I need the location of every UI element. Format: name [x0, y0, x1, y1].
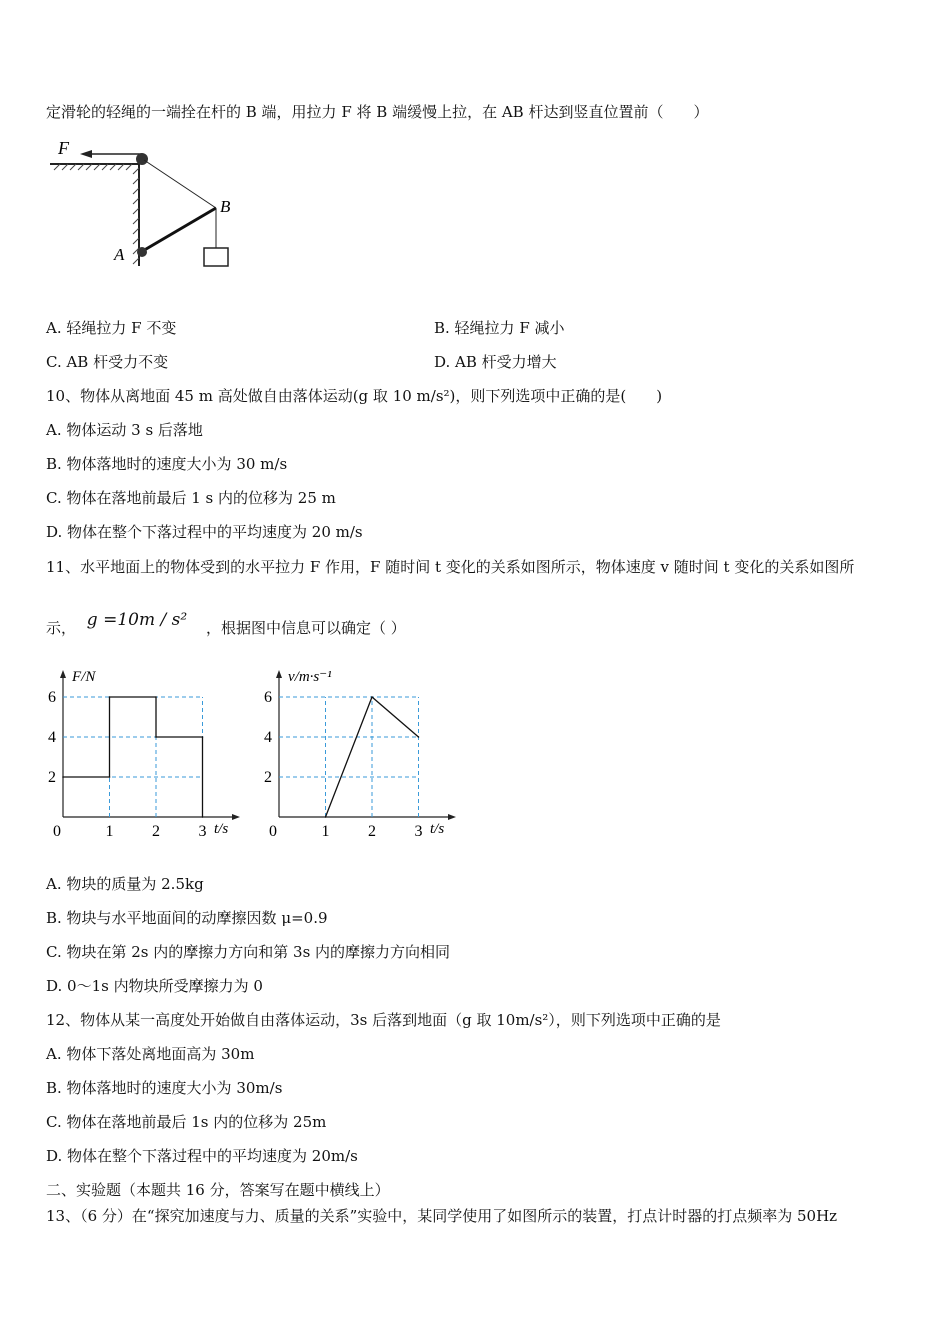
y-tick-label: 4	[264, 729, 272, 746]
data-point	[202, 816, 204, 818]
data-point	[109, 696, 111, 698]
y-axis-arrow	[276, 670, 282, 678]
series-line	[63, 697, 203, 817]
x-axis-arrow	[448, 814, 456, 820]
y-axis-label: F/N	[72, 669, 96, 685]
q13-stem: 13、（6 分）在“探究加速度与力、质量的关系”实验中，某同学使用了如图所示的装置，打点计时器的打点频率为 50Hz	[46, 1207, 838, 1225]
point-a-label: A	[114, 245, 125, 264]
x-axis-arrow	[232, 814, 240, 820]
q11-option-b[interactable]: B. 物块与水平地面间的动摩擦因数 μ=0.9	[46, 909, 328, 927]
data-point	[325, 816, 327, 818]
section-heading: 二、实验题（本题共 16 分，答案写在题中横线上）	[46, 1181, 390, 1199]
data-point	[155, 736, 157, 738]
q10-option-d[interactable]: D. 物体在整个下落过程中的平均速度为 20 m/s	[46, 523, 363, 541]
data-point	[155, 696, 157, 698]
q12-option-c[interactable]: C. 物体在落地前最后 1s 内的位移为 25m	[46, 1113, 327, 1131]
x-axis-label: t/s	[430, 821, 445, 837]
gravity-formula: g =10m / s²	[86, 610, 188, 630]
x-tick-label: 1	[321, 823, 330, 840]
q10-option-a[interactable]: A. 物体运动 3 s 后落地	[46, 421, 203, 439]
q12-option-a[interactable]: A. 物体下落处离地面高为 30m	[46, 1045, 255, 1063]
data-point	[62, 776, 64, 778]
data-point	[371, 696, 373, 698]
x-tick-label: 2	[152, 823, 160, 840]
y-tick-label: 6	[48, 689, 56, 706]
q11-option-c[interactable]: C. 物块在第 2s 内的摩擦力方向和第 3s 内的摩擦力方向相同	[46, 943, 451, 961]
x-tick-label: 3	[414, 823, 423, 840]
y-tick-label: 2	[264, 769, 272, 786]
x-tick-label: 1	[105, 823, 114, 840]
pulley-rod-figure	[44, 134, 244, 274]
y-axis-label: v/m·s⁻¹	[288, 669, 332, 685]
q11-stem-prefix: 示，	[46, 619, 77, 637]
q9-option-a[interactable]: A. 轻绳拉力 F 不变	[46, 319, 177, 337]
q11-stem-suffix: ，根据图中信息可以确定（ ）	[205, 619, 406, 637]
force-time-chart	[40, 660, 250, 840]
y-axis-arrow	[60, 670, 66, 678]
q11-stem-line1: 11、水平地面上的物体受到的水平拉力 F 作用，F 随时间 t 变化的关系如图所示，物体速度 v 随时间 t 变化的关系如图所	[46, 558, 855, 576]
q11-stem-line2	[46, 610, 406, 638]
x-tick-label: 0	[53, 823, 61, 840]
x-tick-label: 2	[368, 823, 376, 840]
q9-option-d[interactable]: D. AB 杆受力增大	[434, 353, 557, 371]
y-tick-label: 6	[264, 689, 272, 706]
q11-option-a[interactable]: A. 物块的质量为 2.5kg	[46, 875, 204, 893]
q9-option-b[interactable]: B. 轻绳拉力 F 减小	[434, 319, 565, 337]
q10-option-b[interactable]: B. 物体落地时的速度大小为 30 m/s	[46, 455, 288, 473]
y-tick-label: 2	[48, 769, 56, 786]
x-tick-label: 3	[198, 823, 207, 840]
velocity-time-chart	[256, 660, 466, 840]
q12-option-d[interactable]: D. 物体在整个下落过程中的平均速度为 20m/s	[46, 1147, 358, 1165]
x-axis-label: t/s	[214, 821, 229, 837]
q12-option-b[interactable]: B. 物体落地时的速度大小为 30m/s	[46, 1079, 283, 1097]
q10-option-c[interactable]: C. 物体在落地前最后 1 s 内的位移为 25 m	[46, 489, 336, 507]
point-b-label: B	[220, 197, 231, 216]
y-tick-label: 4	[48, 729, 56, 746]
data-point	[202, 736, 204, 738]
x-tick-label: 0	[269, 823, 277, 840]
data-point	[109, 776, 111, 778]
q9-stem: 定滑轮的轻绳的一端拴在杆的 B 端，用拉力 F 将 B 端缓慢上拉，在 AB 杆达到竖直位置前（ ）	[46, 103, 709, 121]
data-point	[418, 736, 420, 738]
q11-option-d[interactable]: D. 0～1s 内物块所受摩擦力为 0	[46, 977, 263, 995]
q10-stem: 10、物体从离地面 45 m 高处做自由落体运动(g 取 10 m/s²)，则下列选项中正确的是( )	[46, 387, 663, 405]
force-label: F	[58, 138, 69, 158]
q9-option-c[interactable]: C. AB 杆受力不变	[46, 353, 169, 371]
q12-stem: 12、物体从某一高度处开始做自由落体运动，3s 后落到地面（g 取 10m/s²），则下列选项中正确的是	[46, 1011, 721, 1029]
